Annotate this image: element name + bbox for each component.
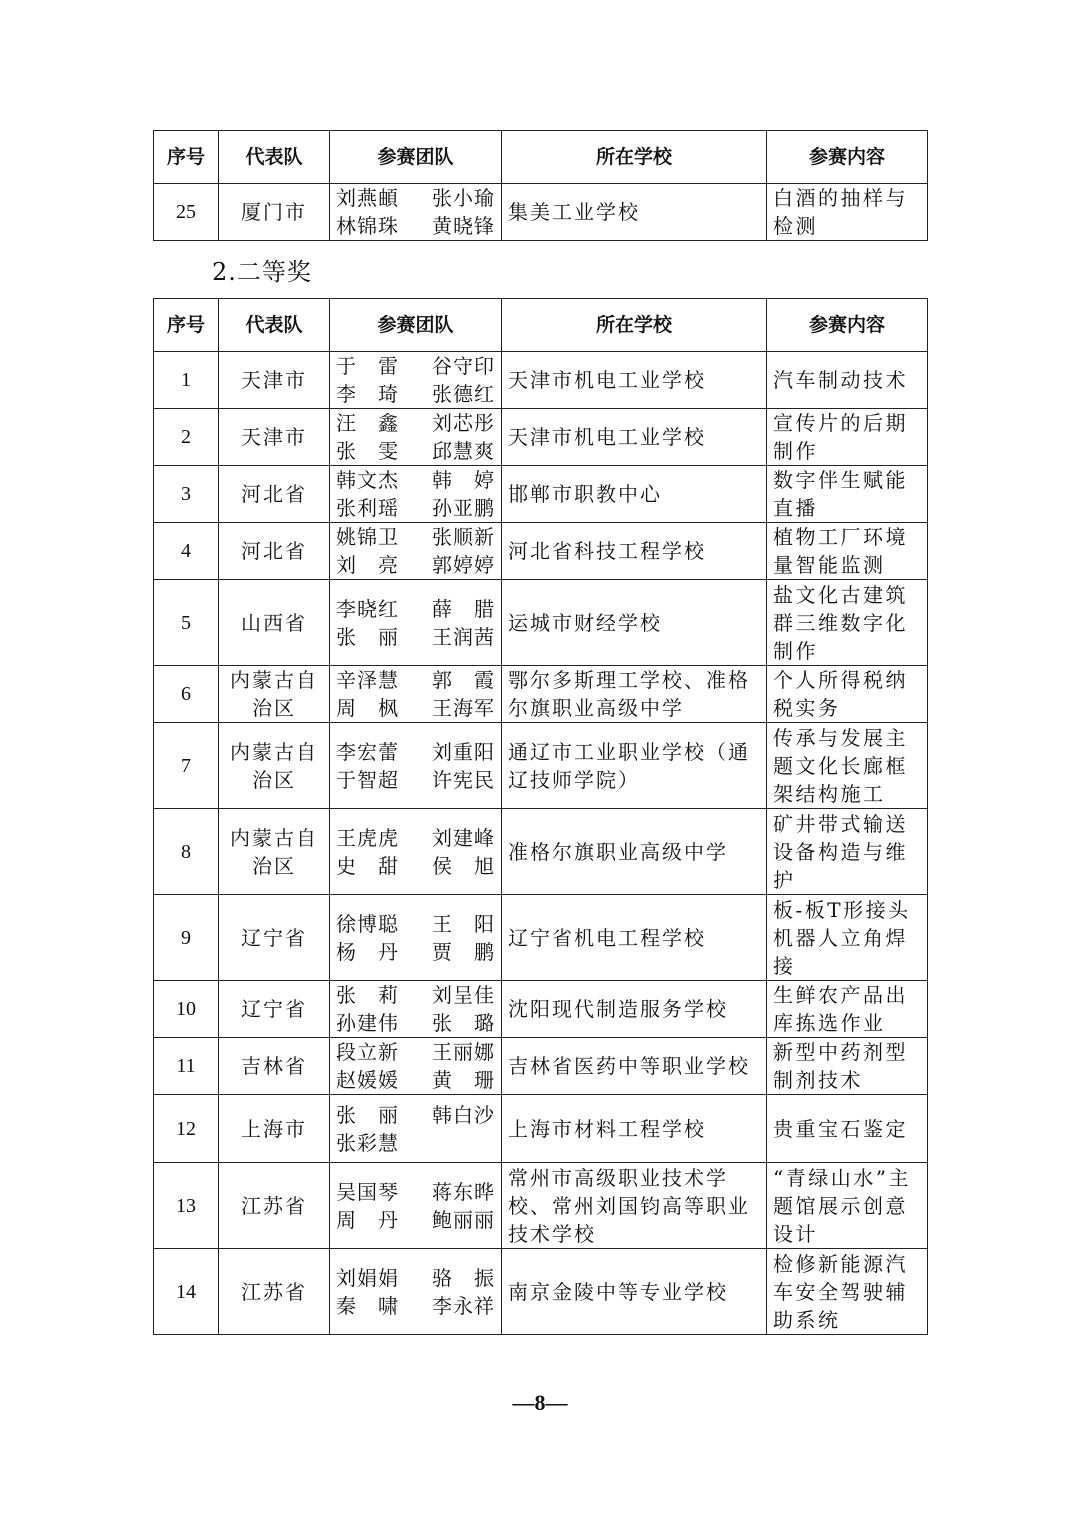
member-name: 周 丹	[336, 1207, 399, 1232]
member-line	[336, 824, 495, 852]
cell-content: 板-板T形接头机器人立角焊接	[767, 895, 928, 981]
cell-content: 矿井带式输送设备构造与维护	[767, 809, 928, 895]
second-prize-table-body	[154, 352, 928, 1335]
cell-content: 检修新能源汽车安全驾驶辅助系统	[767, 1249, 928, 1335]
cell-team: 天津市	[219, 352, 330, 409]
table-row	[154, 466, 928, 523]
member-name: 李晓红	[336, 596, 399, 621]
header-members: 参赛团队	[330, 131, 502, 184]
cell-content: 汽车制动技术	[767, 352, 928, 409]
cell-team: 辽宁省	[219, 981, 330, 1038]
member-name: 刘呈佳	[432, 983, 495, 1007]
member-line	[336, 938, 495, 966]
member-name: 李 琦	[336, 382, 399, 406]
member-name: 张 丽	[336, 624, 399, 649]
member-name: 张 丽	[336, 1102, 399, 1127]
member-line	[336, 212, 495, 240]
table-header-row	[154, 131, 928, 184]
member-name: 林锦珠	[336, 214, 399, 238]
member-name: 韩白沙	[432, 1102, 495, 1127]
table-row	[154, 184, 928, 241]
cell-school: 上海市材料工程学校	[502, 1095, 767, 1163]
cell-members	[330, 1095, 502, 1163]
cell-members	[330, 580, 502, 666]
member-line	[336, 437, 495, 465]
member-name: 蒋东晔	[432, 1179, 495, 1204]
cell-content: 生鲜农产品出库拣选作业	[767, 981, 928, 1038]
header-team: 代表队	[219, 299, 330, 352]
member-name: 王海军	[432, 696, 495, 720]
table-row	[154, 1038, 928, 1095]
cell-school: 集美工业学校	[502, 184, 767, 241]
cell-school: 邯郸市职教中心	[502, 466, 767, 523]
member-name: 刘建峰	[432, 825, 495, 850]
member-line	[336, 551, 495, 579]
header-members: 参赛团队	[330, 299, 502, 352]
cell-school: 沈阳现代制造服务学校	[502, 981, 767, 1038]
cell-no: 1	[154, 352, 219, 409]
cell-school: 运城市财经学校	[502, 580, 767, 666]
member-name: 王丽娜	[432, 1040, 495, 1064]
member-name: 李永祥	[432, 1293, 495, 1318]
cell-team: 江苏省	[219, 1249, 330, 1335]
member-name: 侯 旭	[432, 853, 495, 878]
member-name: 汪 鑫	[336, 411, 399, 435]
cell-members	[330, 666, 502, 723]
member-name: 徐博聪	[336, 911, 399, 936]
cell-school: 河北省科技工程学校	[502, 523, 767, 580]
member-name: 王虎虎	[336, 825, 399, 850]
cell-members	[330, 809, 502, 895]
header-no: 序号	[154, 131, 219, 184]
member-line	[336, 380, 495, 408]
member-name: 周 枫	[336, 696, 399, 720]
cell-team: 山西省	[219, 580, 330, 666]
member-name: 刘芯彤	[432, 411, 495, 435]
member-line	[336, 409, 495, 437]
cell-no: 5	[154, 580, 219, 666]
member-name: 于 雷	[336, 354, 399, 378]
cell-no: 11	[154, 1038, 219, 1095]
member-name: 李宏蕾	[336, 739, 399, 764]
cell-content: 传承与发展主题文化长廊框架结构施工	[767, 723, 928, 809]
cell-members	[330, 981, 502, 1038]
cell-no: 25	[154, 184, 219, 241]
member-line	[336, 1264, 495, 1292]
cell-school: 准格尔旗职业高级中学	[502, 809, 767, 895]
member-name: 谷守印	[432, 354, 495, 378]
member-name: 张 璐	[432, 1011, 495, 1035]
cell-school: 鄂尔多斯理工学校、准格尔旗职业高级中学	[502, 666, 767, 723]
first-prize-table-body	[154, 184, 928, 241]
member-line	[336, 352, 495, 380]
cell-content: 白酒的抽样与检测	[767, 184, 928, 241]
cell-school: 天津市机电工业学校	[502, 409, 767, 466]
cell-members	[330, 184, 502, 241]
table-row	[154, 523, 928, 580]
member-name: 张利瑶	[336, 496, 399, 520]
member-name: 黄 珊	[432, 1068, 495, 1092]
cell-no: 8	[154, 809, 219, 895]
member-line	[336, 852, 495, 880]
first-prize-table	[153, 130, 928, 241]
cell-members	[330, 1038, 502, 1095]
table-row	[154, 723, 928, 809]
table-row	[154, 580, 928, 666]
cell-no: 14	[154, 1249, 219, 1335]
member-name: 张彩慧	[336, 1130, 399, 1155]
member-line	[336, 738, 495, 766]
member-name: 于智超	[336, 767, 399, 792]
cell-content: 新型中药剂型制剂技术	[767, 1038, 928, 1095]
member-line	[336, 1101, 495, 1129]
cell-members	[330, 352, 502, 409]
member-name: 王 阳	[432, 911, 495, 936]
cell-no: 12	[154, 1095, 219, 1163]
cell-content: 数字伴生赋能直播	[767, 466, 928, 523]
cell-content: 个人所得税纳税实务	[767, 666, 928, 723]
member-name: 张顺新	[432, 525, 495, 549]
member-line	[336, 694, 495, 722]
member-line	[336, 666, 495, 694]
table-row	[154, 981, 928, 1038]
cell-team: 河北省	[219, 523, 330, 580]
cell-team: 厦门市	[219, 184, 330, 241]
cell-members	[330, 523, 502, 580]
member-name: 杨 丹	[336, 939, 399, 964]
member-line	[336, 623, 495, 651]
member-name: 刘娟娟	[336, 1265, 399, 1290]
member-name: 郭婷婷	[432, 553, 495, 577]
member-line	[336, 1178, 495, 1206]
member-line	[336, 466, 495, 494]
page-number: —8—	[512, 1390, 568, 1415]
member-name: 许宪民	[432, 767, 495, 792]
member-name: 孙建伟	[336, 1011, 399, 1035]
cell-members	[330, 409, 502, 466]
member-line	[336, 1038, 495, 1066]
member-line	[336, 1206, 495, 1234]
cell-team: 辽宁省	[219, 895, 330, 981]
cell-school: 天津市机电工业学校	[502, 352, 767, 409]
member-name: 张德红	[432, 382, 495, 406]
cell-school: 常州市高级职业技术学校、常州刘国钧高等职业技术学校	[502, 1163, 767, 1249]
header-content: 参赛内容	[767, 131, 928, 184]
member-line	[336, 523, 495, 551]
cell-no: 7	[154, 723, 219, 809]
header-no: 序号	[154, 299, 219, 352]
cell-no: 6	[154, 666, 219, 723]
cell-content: 盐文化古建筑群三维数字化制作	[767, 580, 928, 666]
member-name: 刘燕頔	[336, 186, 399, 210]
member-name: 史 甜	[336, 853, 399, 878]
cell-no: 10	[154, 981, 219, 1038]
member-name: 姚锦卫	[336, 525, 399, 549]
cell-no: 13	[154, 1163, 219, 1249]
member-line	[336, 910, 495, 938]
cell-members	[330, 466, 502, 523]
member-name: 孙亚鹏	[432, 496, 495, 520]
section-heading-second-prize: 2.二等奖	[212, 258, 312, 286]
member-line	[336, 1009, 495, 1037]
cell-team: 江苏省	[219, 1163, 330, 1249]
member-name: 刘重阳	[432, 739, 495, 764]
member-line	[336, 1292, 495, 1320]
cell-team: 内蒙古自治区	[219, 809, 330, 895]
cell-no: 9	[154, 895, 219, 981]
member-name: 刘 亮	[336, 553, 399, 577]
member-line	[336, 1066, 495, 1094]
cell-school: 南京金陵中等专业学校	[502, 1249, 767, 1335]
table-row	[154, 1163, 928, 1249]
member-name: 张 莉	[336, 983, 399, 1007]
member-name: 韩 婷	[432, 468, 495, 492]
cell-school: 辽宁省机电工程学校	[502, 895, 767, 981]
table-row	[154, 809, 928, 895]
member-name: 黄晓锋	[432, 214, 495, 238]
cell-team: 内蒙古自治区	[219, 666, 330, 723]
header-content: 参赛内容	[767, 299, 928, 352]
cell-team: 吉林省	[219, 1038, 330, 1095]
cell-content: “青绿山水”主题馆展示创意设计	[767, 1163, 928, 1249]
cell-content: 贵重宝石鉴定	[767, 1095, 928, 1163]
member-line	[336, 595, 495, 623]
table-row	[154, 666, 928, 723]
cell-content: 植物工厂环境量智能监测	[767, 523, 928, 580]
member-line	[336, 184, 495, 212]
cell-school: 吉林省医药中等职业学校	[502, 1038, 767, 1095]
member-name: 赵媛媛	[336, 1068, 399, 1092]
cell-content: 宣传片的后期制作	[767, 409, 928, 466]
table-row	[154, 1095, 928, 1163]
member-name: 薛 腊	[432, 596, 495, 621]
member-line	[336, 1129, 495, 1157]
cell-no: 2	[154, 409, 219, 466]
table-row	[154, 1249, 928, 1335]
cell-team: 河北省	[219, 466, 330, 523]
member-name: 骆 振	[432, 1265, 495, 1290]
table-header-row	[154, 299, 928, 352]
table-row	[154, 409, 928, 466]
table-row	[154, 895, 928, 981]
member-line	[336, 766, 495, 794]
member-name: 秦 啸	[336, 1293, 399, 1318]
member-name: 段立新	[336, 1040, 399, 1064]
member-name: 辛泽慧	[336, 668, 399, 692]
member-name: 郭 霞	[432, 668, 495, 692]
member-name: 鲍丽丽	[432, 1207, 495, 1232]
cell-team: 内蒙古自治区	[219, 723, 330, 809]
member-name: 王润茜	[432, 624, 495, 649]
member-name: 邱慧爽	[432, 439, 495, 463]
table-row	[154, 352, 928, 409]
cell-members	[330, 1163, 502, 1249]
cell-members	[330, 723, 502, 809]
cell-team: 天津市	[219, 409, 330, 466]
second-prize-table	[153, 298, 928, 1335]
member-name: 贾 鹏	[432, 939, 495, 964]
member-line	[336, 981, 495, 1009]
cell-members	[330, 895, 502, 981]
member-name: 张 雯	[336, 439, 399, 463]
cell-no: 4	[154, 523, 219, 580]
member-name: 张小瑜	[432, 186, 495, 210]
cell-no: 3	[154, 466, 219, 523]
cell-members	[330, 1249, 502, 1335]
cell-team: 上海市	[219, 1095, 330, 1163]
cell-school: 通辽市工业职业学校（通辽技师学院）	[502, 723, 767, 809]
member-name: 吴国琴	[336, 1179, 399, 1204]
member-name: 韩文杰	[336, 468, 399, 492]
header-team: 代表队	[219, 131, 330, 184]
header-school: 所在学校	[502, 299, 767, 352]
header-school: 所在学校	[502, 131, 767, 184]
member-line	[336, 494, 495, 522]
